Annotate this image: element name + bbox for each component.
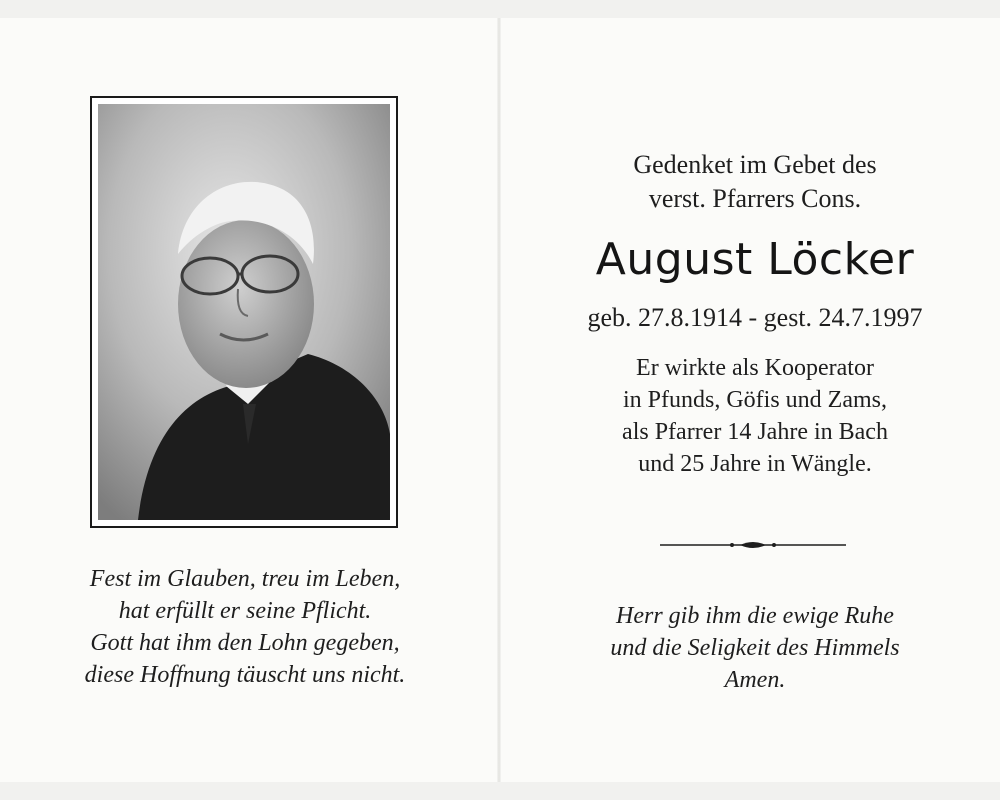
intro-text (540, 148, 970, 216)
verse-left-line: diese Hoffnung täuscht uns nicht. (84, 662, 406, 688)
life-dates: geb. 27.8.1914 - gest. 24.7.1997 (587, 303, 923, 332)
ornament-divider (660, 537, 846, 553)
verse-left-line: Fest im Glauben, treu im Leben, (89, 566, 401, 592)
biography (540, 352, 970, 480)
intro-line: Gedenket im Gebet des (633, 150, 877, 179)
verse-left (30, 563, 460, 691)
bio-line: als Pfarrer 14 Jahre in Bach (622, 419, 888, 445)
deceased-name: August Löcker (595, 234, 915, 285)
prayer-line: und die Seligkeit des Himmels (610, 635, 900, 661)
verse-left-line: Gott hat ihm den Lohn gegeben, (90, 630, 400, 656)
bio-line: und 25 Jahre in Wängle. (638, 451, 872, 477)
card-fold-line (497, 18, 501, 782)
scan-border-bottom (0, 782, 1000, 800)
scan-border-top (0, 0, 1000, 18)
bio-line: in Pfunds, Göfis und Zams, (623, 387, 887, 413)
intro-line: verst. Pfarrers Cons. (648, 184, 862, 213)
prayer-text (540, 600, 970, 696)
prayer-line: Amen. (724, 667, 786, 693)
portrait-photo (98, 104, 390, 520)
bio-line: Er wirkte als Kooperator (636, 355, 874, 381)
portrait-frame (90, 96, 398, 528)
verse-left-line: hat erfüllt er seine Pflicht. (118, 598, 372, 624)
prayer-line: Herr gib ihm die ewige Ruhe (616, 603, 894, 629)
